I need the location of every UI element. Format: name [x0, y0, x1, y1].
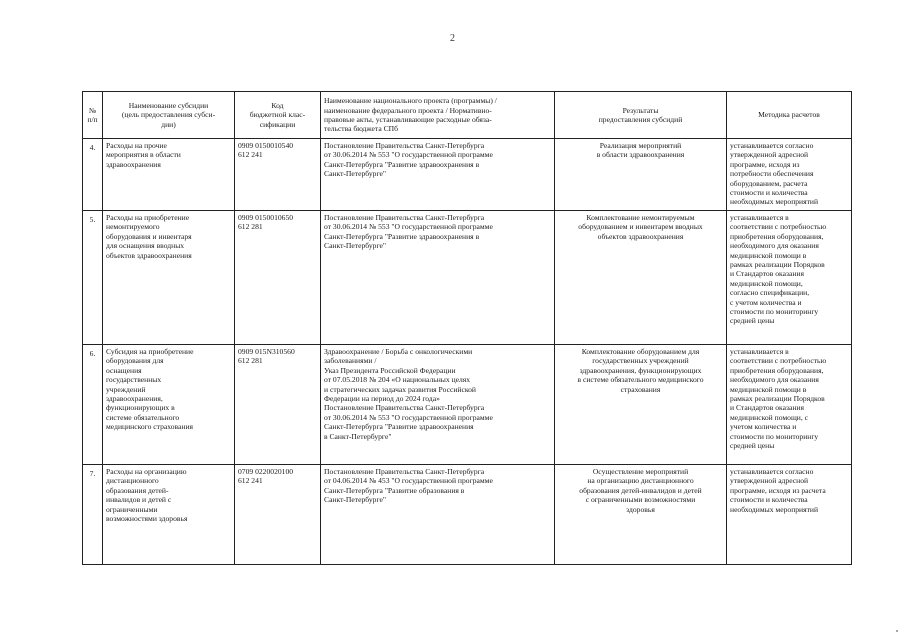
row-results: Комплектование немонтируемым оборудованием и инвентарем вводных объектов здравоохранения: [555, 211, 727, 345]
scan-artifact: [896, 630, 898, 632]
header-name: Наименование субсидии (цель предоставления субси- дии): [103, 92, 235, 139]
row-name: Субсидия на приобретение оборудования для оснащения государственных учреждений здравоохранения, функционирующих в системе обязательного медицинского страхования: [103, 345, 235, 465]
row-method: устанавливается в соответствии с потребностью приобретения оборудования, необходимого для оказания медицинской помощи в рамках реализации Порядков и Стандартов оказания медицинской помощи, с учетом количества и стоимости по мониторингу средней цены: [727, 345, 852, 465]
table-header-row: [83, 92, 852, 139]
header-code: Код бюджетной клас- сификации: [235, 92, 321, 139]
header-results: Результаты предоставления субсидий: [555, 92, 727, 139]
table-row: [83, 465, 852, 565]
row-code: 0909 0150010540 612 241: [235, 139, 321, 211]
row-method: устанавливается согласно утвержденной адресной программе, исходя из потребности обеспечения оборудованием, расчета стоимости и количества необходимых мероприятий: [727, 139, 852, 211]
row-name: Расходы на приобретение немонтируемого оборудования и инвентаря для оснащения вводных объектов здравоохранения: [103, 211, 235, 345]
row-acts: Постановление Правительства Санкт-Петербурга от 04.06.2014 № 453 "О государственной программе Санкт-Петербурга "Развитие образования в Санкт-Петербурге": [321, 465, 555, 565]
row-num: 5.: [83, 211, 103, 345]
row-num: 6.: [83, 345, 103, 465]
row-results: Осуществление мероприятий на организацию дистанционного образования детей-инвалидов и детей с ограниченными возможностями здоровья: [555, 465, 727, 565]
header-num: № п/п: [83, 92, 103, 139]
row-code: 0909 0150010650 612 281: [235, 211, 321, 345]
table-row: [83, 345, 852, 465]
header-acts: Наименование национального проекта (программы) / наименование федерального проекта / Нормативно- правовые акты, устанавливающие расходные обяза- тельства бюджета СПб: [321, 92, 555, 139]
row-acts: Постановление Правительства Санкт-Петербурга от 30.06.2014 № 553 "О государственной программе Санкт-Петербурга "Развитие здравоохранения в Санкт-Петербурге": [321, 211, 555, 345]
row-acts: Постановление Правительства Санкт-Петербурга от 30.06.2014 № 553 "О государственной программе Санкт-Петербурга "Развитие здравоохранения в Санкт-Петербурге": [321, 139, 555, 211]
row-method: устанавливается согласно утвержденной адресной программе, исходя из расчета стоимости и количества необходимых мероприятий: [727, 465, 852, 565]
row-num: 7.: [83, 465, 103, 565]
header-method: Методика расчетов: [727, 92, 852, 139]
row-name: Расходы на прочие мероприятия в области здравоохранения: [103, 139, 235, 211]
row-results: Комплектование оборудованием для государственных учреждений здравоохранения, функционирующих в системе обязательного медицинского страхования: [555, 345, 727, 465]
row-results: Реализация мероприятий в области здравоохранения: [555, 139, 727, 211]
page-number: 2: [450, 33, 455, 44]
subsidy-table: [82, 91, 852, 565]
row-method: устанавливается в соответствии с потребностью приобретения оборудования, необходимого для оказания медицинской помощи в рамках реализации Порядков и Стандартов оказания медицинской помощи, согласно спецификации, с учетом количества и стоимости по мониторингу средней цены: [727, 211, 852, 345]
row-num: 4.: [83, 139, 103, 211]
row-code: 0909 015N310560 612 281: [235, 345, 321, 465]
row-code: 0709 0220020100 612 241: [235, 465, 321, 565]
table-row: [83, 211, 852, 345]
row-name: Расходы на организацию дистанционного образования детей- инвалидов и детей с ограниченными возможностями здоровья: [103, 465, 235, 565]
table-row: [83, 139, 852, 211]
row-acts: Здравоохранение / Борьба с онкологическими заболеваниями / Указ Президента Российской Федерации от 07.05.2018 № 204 «О национальных целях и стратегических задачах развития Российской Федерации на период до 2024 года» Постановление Правительства Санкт-Петербурга от 30.06.2014 № 553 "О государственной программе Санкт-Петербурга "Развитие здравоохранения в Санкт-Петербурге": [321, 345, 555, 465]
